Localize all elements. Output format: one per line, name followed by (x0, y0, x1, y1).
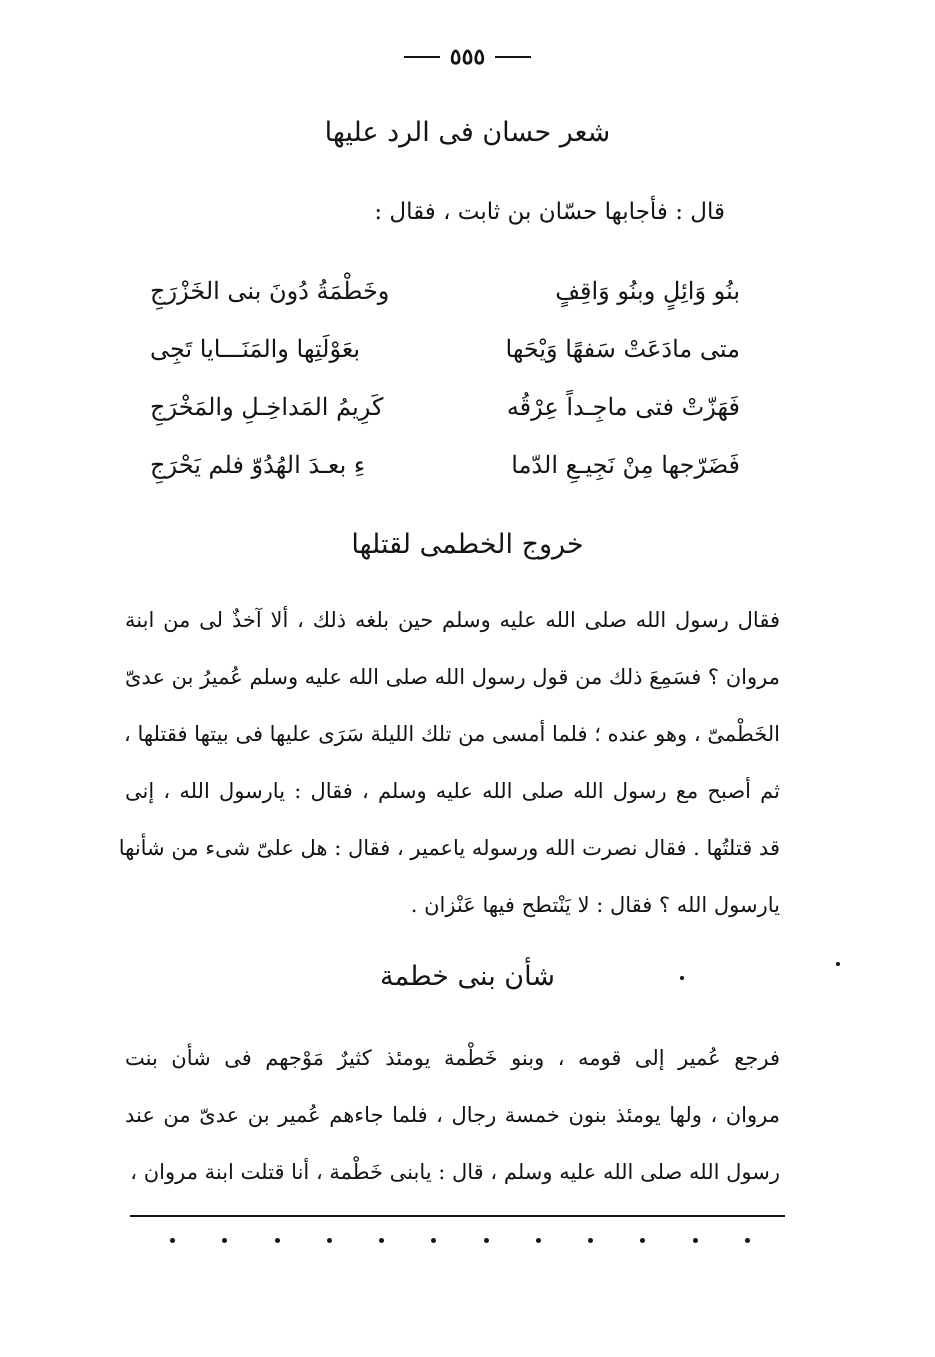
footnote-dot (640, 1238, 645, 1243)
paragraph-line: ثم أصبح مع رسول الله صلى الله عليه وسلم ، فقال : يارسول الله ، إنى (125, 779, 780, 803)
poem-verse (150, 262, 740, 320)
verse-first-hemistich: بنُو وَائِلٍ وبنُو وَاقِفٍ (555, 277, 740, 305)
section-heading-khatmi-departure: خروج الخطمى لقتلها (351, 529, 584, 560)
footnote-dot (693, 1238, 698, 1243)
poem-block (150, 262, 740, 494)
paragraph-line: قد قتلتُها . فقال نصرت الله ورسوله ياعمير ، فقال : هل علىّ شىء من شأنها (118, 836, 780, 860)
header-dash-right (495, 56, 531, 58)
paragraph-line: مروان ، ولها يومئذ بنون خمسة رجال ، فلما جاءهم عُمير بن عدىّ من عند (125, 1103, 780, 1127)
paragraph-killing-account (118, 592, 780, 934)
verse-first-hemistich: متى مادَعَتْ سَفهًا وَيْحَها (505, 335, 740, 363)
footnote-dot (222, 1238, 227, 1243)
poem-intro-line: قال : فأجابها حسّان بن ثابت ، فقال : (374, 199, 725, 225)
footnote-dot (431, 1238, 436, 1243)
poem-verse (150, 378, 740, 436)
footnote-dot (379, 1238, 384, 1243)
verse-second-hemistich: كَرِيمُ المَداخِـلِ والمَخْرَجِ (150, 393, 384, 421)
paragraph-line: رسول الله صلى الله عليه وسلم ، قال : يابنى خَطْمة ، أنا قتلت ابنة مروان ، (130, 1160, 780, 1184)
paragraph-line: فقال رسول الله صلى الله عليه وسلم حين بلغه ذلك ، ألا آخذٌ لى من ابنة (125, 608, 780, 632)
print-speck (836, 962, 840, 966)
header-dash-left (404, 56, 440, 58)
verse-second-hemistich: وخَطْمَةُ دُونَ بنى الخَزْرَجِ (150, 277, 390, 305)
paragraph-line: الخَطْمىّ ، وهو عنده ؛ فلما أمسى من تلك الليلة سَرَى عليها فى بيتها فقتلها ، (124, 722, 780, 746)
footnote-dot (588, 1238, 593, 1243)
verse-second-hemistich: بعَوْلَتِها والمَنَـــايا تَجِى (150, 335, 361, 363)
footnote-dots (170, 1238, 750, 1243)
paragraph-return-to-tribe (125, 1030, 780, 1201)
section-heading-hassan-poem: شعر حسان فى الرد عليها (324, 117, 611, 148)
footnote-dot (275, 1238, 280, 1243)
paragraph-line: فرجع عُمير إلى قومه ، وبنو خَطْمة يومئذ كثيرٌ مَوْجهم فى شأن بنت (125, 1046, 780, 1070)
footnote-dot (536, 1238, 541, 1243)
section-heading-bani-khatma: شأن بنى خطمة (380, 961, 555, 992)
footnote-dot (327, 1238, 332, 1243)
verse-first-hemistich: فَضَرّجها مِنْ نَجِيـعِ الدّما (511, 451, 740, 479)
page-number-header (0, 40, 935, 74)
poem-verse (150, 436, 740, 494)
page-number: ٥٥٥ (449, 44, 486, 70)
paragraph-line: يارسول الله ؟ فقال : لا يَنْتطح فيها عَنْزان . (410, 893, 780, 917)
print-speck (680, 976, 684, 980)
footnote-rule (130, 1215, 785, 1217)
footnote-dot (484, 1238, 489, 1243)
verse-first-hemistich: فَهَزّتْ فتى ماجِـداً عِرْقُه (506, 393, 740, 421)
footnote-dot (170, 1238, 175, 1243)
paragraph-line: مروان ؟ فسَمِعَ ذلك من قول رسول الله صلى الله عليه وسلم عُميرُ بن عدىّ (125, 665, 780, 689)
verse-second-hemistich: ءِ بعـدَ الهُدُوّ فلم يَحْرَجِ (150, 451, 366, 479)
footnote-dot (745, 1238, 750, 1243)
poem-verse (150, 320, 740, 378)
